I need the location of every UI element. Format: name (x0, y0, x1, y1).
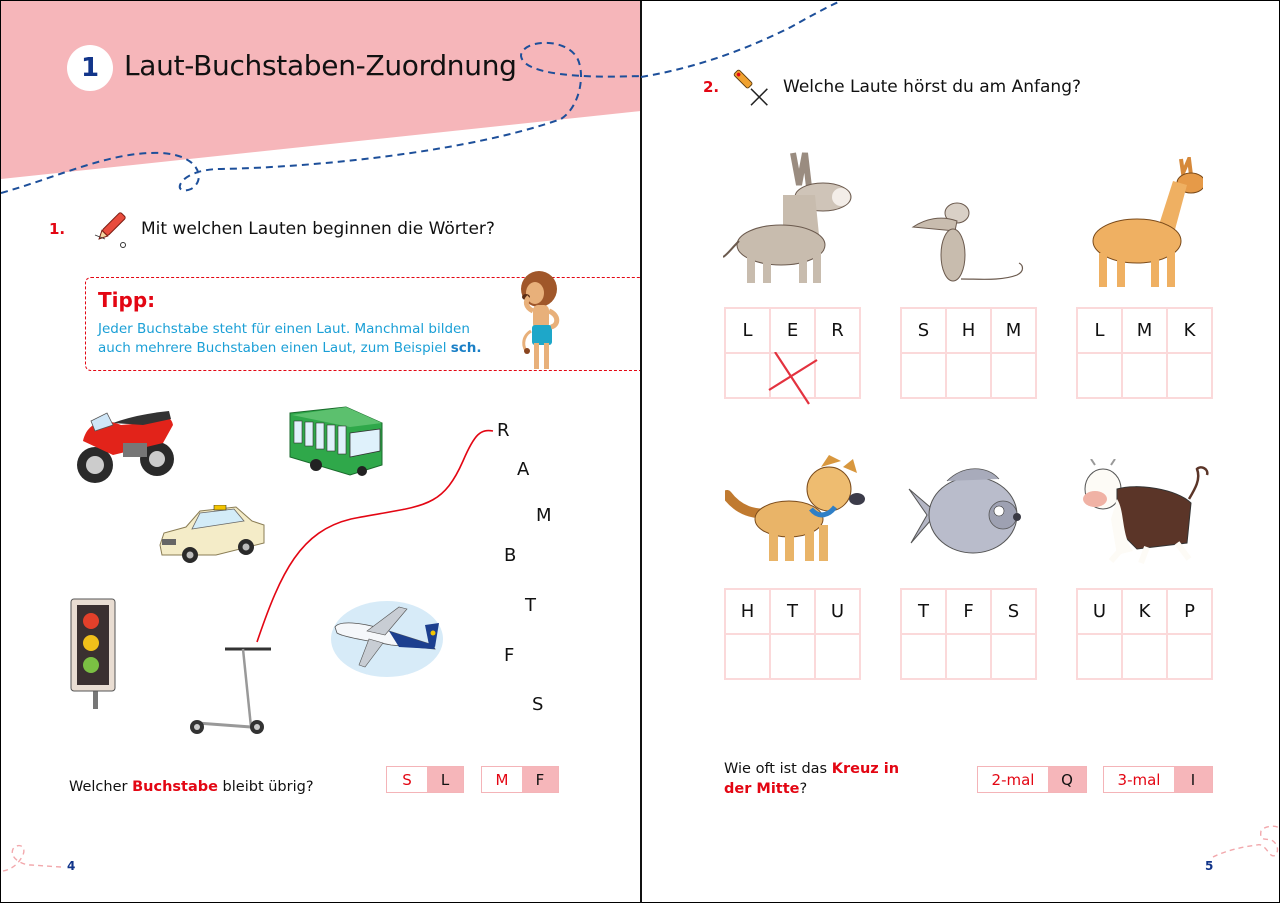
cow-picture (1077, 459, 1217, 567)
task-number: 1. (49, 220, 66, 238)
checkbox-cell[interactable] (1122, 353, 1167, 398)
question-highlight: Buchstabe (132, 779, 218, 795)
letter-grid-dog (724, 588, 861, 680)
question-text: Welcher (69, 779, 133, 795)
grid-letter: H (946, 308, 991, 353)
checkbox-cell[interactable] (770, 634, 815, 679)
letter-option[interactable]: F (504, 645, 515, 666)
page-number: 5 (1205, 859, 1214, 873)
answer-option-2-mal[interactable] (977, 766, 1087, 793)
question-text: Wie oft ist das (724, 761, 832, 777)
fish-picture (907, 463, 1029, 567)
grid-letter: H (725, 589, 770, 634)
grid-letter: P (1167, 589, 1212, 634)
grid-letter: U (1077, 589, 1122, 634)
grid-letter: M (1122, 308, 1167, 353)
answer-option-m[interactable] (481, 766, 559, 793)
answer-option-3-mal[interactable] (1103, 766, 1213, 793)
task-number: 2. (703, 78, 720, 96)
letter-option[interactable]: M (536, 505, 552, 526)
checkbox-cell[interactable] (991, 353, 1036, 398)
answer-option-s[interactable] (386, 766, 464, 793)
mouse-picture (911, 201, 1031, 287)
answer-letter: S (387, 767, 427, 792)
grid-letter: L (1077, 308, 1122, 353)
dashed-loop-decoration (1, 841, 71, 881)
page-number: 4 (67, 859, 76, 873)
grid-letter: E (770, 308, 815, 353)
dashed-loop-decoration (1211, 823, 1280, 873)
checkbox-cell[interactable] (815, 634, 860, 679)
checkbox-cell[interactable] (991, 634, 1036, 679)
red-cross-mark (767, 352, 819, 406)
checkbox-cell[interactable] (946, 634, 991, 679)
answer-code: L (427, 767, 463, 792)
task-2-prompt: Welche Laute hörst du am Anfang? (783, 77, 1082, 97)
chapter-title: Laut-Buchstaben-Zuordnung (124, 49, 517, 82)
llama-picture (1087, 157, 1203, 289)
donkey-picture (723, 145, 853, 285)
grid-letter: T (901, 589, 946, 634)
answer-label: 2-mal (978, 767, 1048, 792)
checkbox-cell[interactable] (901, 634, 946, 679)
checkbox-cell[interactable] (946, 353, 991, 398)
letter-option[interactable]: T (525, 595, 536, 616)
grid-letter: K (1122, 589, 1167, 634)
tip-title: Tipp: (98, 288, 156, 312)
tip-line-1: Jeder Buchstabe steht für einen Laut. Manchmal bilden (98, 321, 470, 337)
answer-code: Q (1048, 767, 1086, 792)
checkbox-cell[interactable] (725, 353, 770, 398)
checkbox-cell[interactable] (815, 353, 860, 398)
task-1-prompt: Mit welchen Lauten beginnen die Wörter? (141, 219, 495, 239)
letter-grid-fish (900, 588, 1037, 680)
checkbox-cell[interactable] (725, 634, 770, 679)
right-page (641, 1, 1280, 903)
grid-letter: U (815, 589, 860, 634)
letter-grid-donkey (724, 307, 861, 399)
grid-letter: T (770, 589, 815, 634)
checkbox-cell[interactable] (1167, 353, 1212, 398)
checkbox-cell[interactable] (1077, 634, 1122, 679)
checkbox-cell-marked[interactable] (770, 353, 815, 398)
dog-picture (725, 453, 865, 565)
cross-count-question (724, 759, 924, 799)
answer-label: 3-mal (1104, 767, 1174, 792)
grid-letter: M (991, 308, 1036, 353)
question-highlight: Kreuz in (831, 761, 900, 777)
checkbox-cell[interactable] (1077, 353, 1122, 398)
remaining-letter-question (69, 777, 314, 797)
task-2-heading (703, 67, 1081, 107)
letter-grid-llama (1076, 307, 1213, 399)
checkbox-cell[interactable] (1122, 634, 1167, 679)
grid-letter: S (991, 589, 1036, 634)
grid-letter: S (901, 308, 946, 353)
letter-option[interactable]: S (532, 694, 544, 715)
chapter-number-badge: 1 (67, 45, 113, 91)
tip-example: sch. (450, 340, 482, 356)
left-page (1, 1, 641, 903)
letter-option[interactable]: R (497, 420, 510, 441)
grid-letter: R (815, 308, 860, 353)
question-text-end: bleibt übrig? (217, 779, 314, 795)
checkbox-cell[interactable] (1167, 634, 1212, 679)
letter-grid-mouse (900, 307, 1037, 399)
answer-code: F (522, 767, 558, 792)
question-highlight-2: der Mitte (724, 781, 800, 797)
question-text-end: ? (799, 781, 808, 797)
grid-letter: F (946, 589, 991, 634)
answer-code: I (1174, 767, 1212, 792)
grid-letter: K (1167, 308, 1212, 353)
letter-option[interactable]: A (517, 459, 530, 480)
letter-option[interactable]: B (504, 545, 517, 566)
letter-grid-cow (1076, 588, 1213, 680)
answer-letter: M (482, 767, 522, 792)
tip-line-2-text: auch mehrere Buchstaben einen Laut, zum Beispiel (98, 340, 451, 356)
pencil-cross-icon (731, 67, 771, 107)
grid-letter: L (725, 308, 770, 353)
checkbox-cell[interactable] (901, 353, 946, 398)
